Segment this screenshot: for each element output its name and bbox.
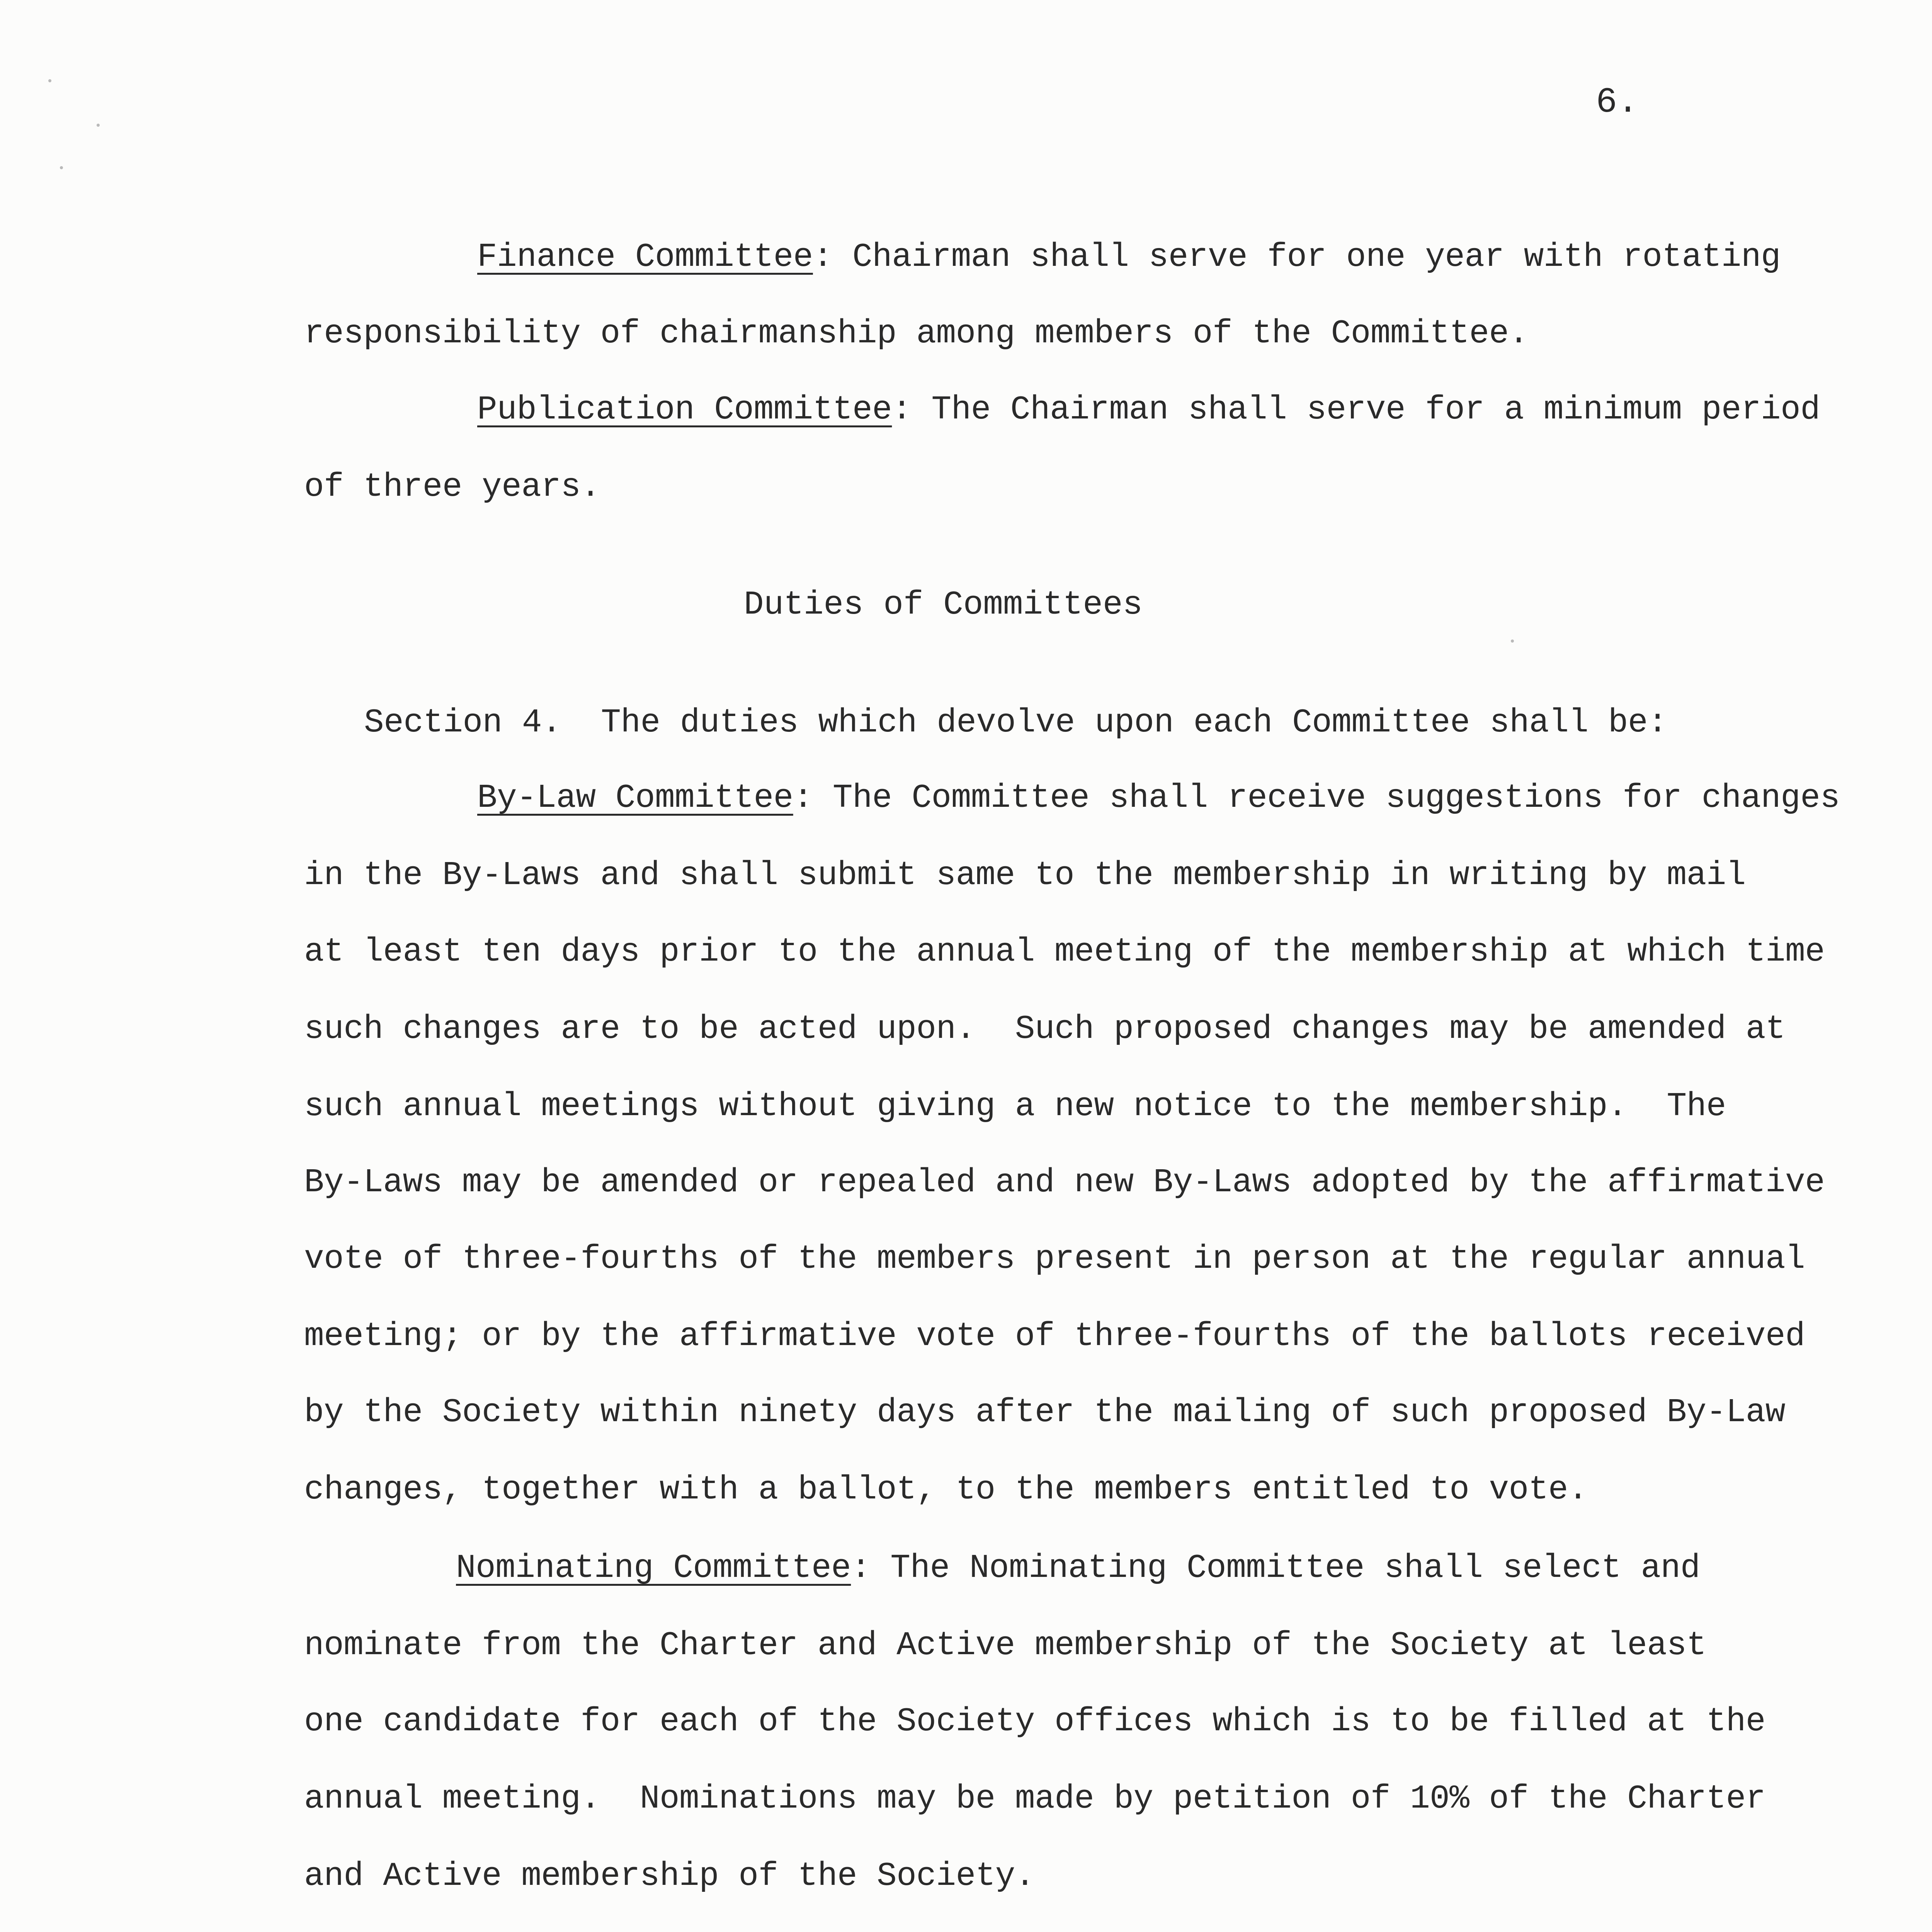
bylaw-line: at least ten days prior to the annual meeting of the membership at which time	[304, 933, 1825, 971]
page-number: 6.	[1596, 82, 1639, 122]
nominating-line: one candidate for each of the Society offices which is to be filled at the	[304, 1702, 1766, 1740]
scan-speck	[1511, 639, 1514, 643]
finance-committee-text: : Chairman shall serve for one year with rotating	[813, 238, 1781, 276]
bylaw-line: vote of three-fourths of the members present in person at the regular annual	[304, 1240, 1805, 1278]
section-4-line: Section 4. The duties which devolve upon each Committee shall be:	[364, 704, 1668, 742]
publication-committee-line-1	[477, 388, 1820, 431]
publication-committee-line-2: of three years.	[304, 468, 600, 506]
bylaw-committee-line-1	[477, 777, 1840, 819]
duties-heading: Duties of Committees	[744, 586, 1143, 624]
nominating-line: annual meeting. Nominations may be made by petition of 10% of the Charter	[304, 1780, 1766, 1818]
bylaw-committee-text: : The Committee shall receive suggestions for changes	[793, 779, 1840, 817]
finance-committee-line-1	[477, 236, 1781, 278]
scan-speck	[60, 166, 63, 169]
finance-committee-title: Finance Committee	[477, 238, 813, 276]
bylaw-line: such changes are to be acted upon. Such proposed changes may be amended at	[304, 1010, 1786, 1048]
scan-speck	[48, 79, 51, 82]
bylaw-line: changes, together with a ballot, to the members entitled to vote.	[304, 1471, 1588, 1509]
bylaw-line: such annual meetings without giving a new notice to the membership. The	[304, 1087, 1726, 1125]
nominating-committee-text: : The Nominating Committee shall select and	[851, 1549, 1700, 1587]
scan-speck	[97, 124, 100, 127]
bylaw-committee-title: By-Law Committee	[477, 779, 793, 817]
publication-committee-title: Publication Committee	[477, 391, 892, 429]
bylaw-line: in the By-Laws and shall submit same to the membership in writing by mail	[304, 856, 1746, 894]
program-committee-line-1	[456, 1930, 1779, 1932]
bylaw-line: By-Laws may be amended or repealed and new By-Laws adopted by the affirmative	[304, 1163, 1825, 1201]
bylaw-line: meeting; or by the affirmative vote of three-fourths of the ballots received	[304, 1317, 1805, 1355]
nominating-committee-title: Nominating Committee	[456, 1549, 851, 1587]
publication-committee-text: : The Chairman shall serve for a minimum period	[892, 391, 1820, 429]
finance-committee-line-2: responsibility of chairmanship among members of the Committee.	[304, 315, 1529, 352]
nominating-line: and Active membership of the Society.	[304, 1857, 1035, 1895]
nominating-line: nominate from the Charter and Active membership of the Society at least	[304, 1626, 1706, 1664]
bylaw-line: by the Society within ninety days after the mailing of such proposed By-Law	[304, 1393, 1786, 1431]
nominating-committee-line-1	[456, 1547, 1700, 1589]
